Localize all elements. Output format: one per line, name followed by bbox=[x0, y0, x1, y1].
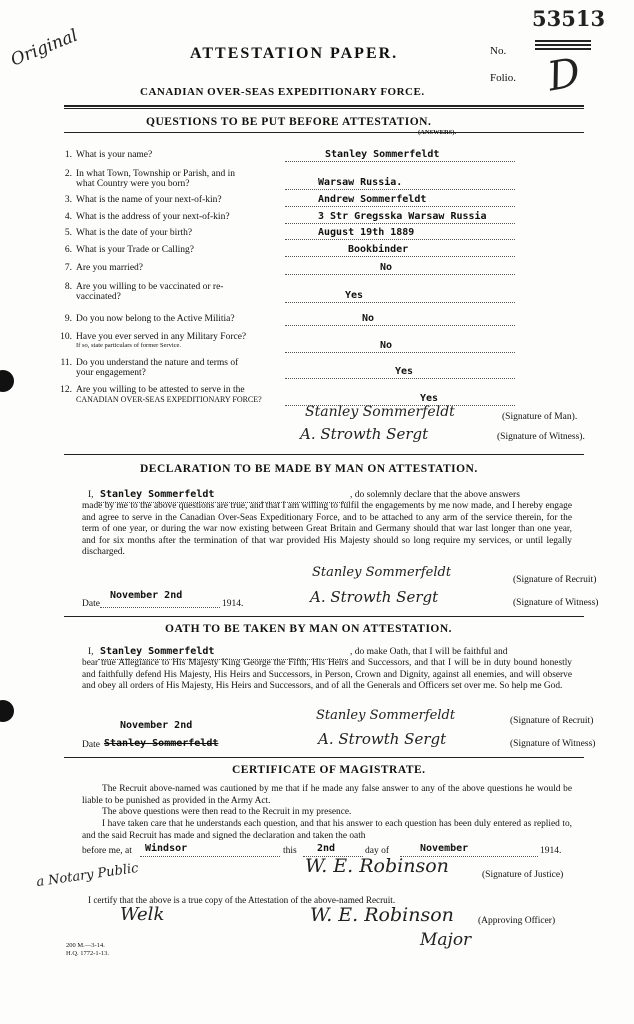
declaration-year: 1914. bbox=[222, 599, 244, 609]
struck-number bbox=[535, 40, 591, 50]
question-answer: Yes bbox=[420, 393, 439, 404]
handwritten-number: 53513 bbox=[532, 6, 606, 31]
question-text: What is the address of your next-of-kin? bbox=[76, 212, 230, 222]
oath-name: Stanley Sommerfeldt bbox=[100, 646, 215, 657]
handwritten-original: Original bbox=[8, 25, 81, 71]
declaration-recruit-label: (Signature of Recruit) bbox=[513, 575, 597, 585]
question-answer: Warsaw Russia. bbox=[318, 177, 403, 188]
question-number: 7. bbox=[64, 263, 72, 273]
oath-date: November 2nd bbox=[120, 720, 193, 731]
question-number: 4. bbox=[64, 212, 72, 222]
rule-declaration bbox=[64, 454, 584, 455]
declaration-heading: DECLARATION TO BE MADE BY MAN ON ATTESTATION. bbox=[140, 463, 478, 475]
form-code-2: H.Q. 1772-1-13. bbox=[66, 950, 109, 957]
oath-recruit-signature: Stanley Sommerfeldt bbox=[316, 708, 456, 723]
question-number: 9. bbox=[64, 314, 72, 324]
answer-line bbox=[285, 256, 515, 257]
question-number: 3. bbox=[64, 195, 72, 205]
rule-header-bottom bbox=[64, 108, 584, 109]
questions-heading: QUESTIONS TO BE PUT BEFORE ATTESTATION. bbox=[146, 116, 432, 128]
rule-header-top bbox=[64, 105, 584, 107]
oath-struck-name: Stanley Sommerfeldt bbox=[104, 738, 219, 749]
oath-recruit-label: (Signature of Recruit) bbox=[510, 716, 594, 726]
day-of-label: day of bbox=[365, 846, 390, 856]
before-me-label: before me, at bbox=[82, 846, 132, 856]
witness-signature-label: (Signature of Witness). bbox=[497, 432, 585, 442]
question-text-cont: vaccinated? bbox=[76, 292, 121, 302]
question-answer: Yes bbox=[345, 290, 364, 301]
declaration-date-label: Date bbox=[82, 599, 100, 609]
certificate-year: 1914. bbox=[540, 846, 562, 856]
question-text: What is the date of your birth? bbox=[76, 228, 193, 238]
man-signature-label: (Signature of Man). bbox=[502, 412, 578, 422]
certificate-caution: The Recruit above-named was cautioned by me that if he made any false answer to any of the above questions he would be liable to be punished as provided in the Army Act. bbox=[82, 784, 572, 806]
witness-signature: A. Strowth Sergt bbox=[300, 425, 429, 443]
question-text: What is your name? bbox=[76, 150, 153, 160]
question-answer: Andrew Sommerfeldt bbox=[318, 194, 427, 205]
declaration-date-line bbox=[100, 607, 220, 608]
declaration-date: November 2nd bbox=[110, 590, 183, 601]
certificate-month: November bbox=[420, 843, 469, 854]
question-text-cont: CANADIAN OVER-SEAS EXPEDITIONARY FORCE? bbox=[76, 395, 262, 404]
question-text: Do you understand the nature and terms of bbox=[76, 358, 239, 368]
certify-statement: I certify that the above is a true copy of the Attestation of the above-named Recruit. bbox=[88, 895, 396, 905]
page-title: ATTESTATION PAPER. bbox=[190, 45, 399, 62]
oath-heading: OATH TO BE TAKEN BY MAN ON ATTESTATION. bbox=[165, 623, 453, 635]
answer-line bbox=[285, 302, 515, 303]
declaration-witness-label: (Signature of Witness) bbox=[513, 598, 599, 608]
answer-line bbox=[285, 239, 515, 240]
question-text: Are you willing to be vaccinated or re- bbox=[76, 282, 224, 292]
question-number: 10. bbox=[60, 332, 72, 342]
question-answer: Bookbinder bbox=[348, 244, 409, 255]
declaration-opening: , do solemnly declare that the above answers bbox=[350, 490, 520, 500]
question-answer: Yes bbox=[395, 366, 414, 377]
justice-signature: W. E. Robinson bbox=[305, 855, 449, 877]
answer-line bbox=[285, 189, 515, 190]
question-text: What is your Trade or Calling? bbox=[76, 245, 194, 255]
form-code-1: 200 M.—3-14. bbox=[66, 942, 105, 949]
question-text: In what Town, Township or Parish, and in bbox=[76, 169, 236, 179]
question-text: Do you now belong to the Active Militia? bbox=[76, 314, 235, 324]
question-text-cont: your engagement? bbox=[76, 368, 146, 378]
answer-line bbox=[285, 325, 515, 326]
no-label: No. bbox=[490, 45, 507, 57]
officer-rank: Major bbox=[420, 930, 472, 950]
man-signature: Stanley Sommerfeldt bbox=[305, 404, 455, 420]
handwritten-folio: D bbox=[544, 49, 584, 101]
answer-line bbox=[285, 206, 515, 207]
question-number: 6. bbox=[64, 245, 72, 255]
answer-line bbox=[285, 161, 515, 162]
certificate-heading: CERTIFICATE OF MAGISTRATE. bbox=[232, 764, 426, 776]
question-text: Have you ever served in any Military Force? bbox=[76, 332, 247, 342]
question-text-cont: what Country were you born? bbox=[76, 179, 190, 189]
answer-line bbox=[285, 378, 515, 379]
question-text-cont: If so, state particulars of former Service. bbox=[76, 342, 182, 349]
question-number: 1. bbox=[64, 150, 72, 160]
question-text: Are you married? bbox=[76, 263, 143, 273]
question-text: What is the name of your next-of-kin? bbox=[76, 195, 222, 205]
punch-hole-bottom bbox=[0, 700, 14, 722]
question-number: 8. bbox=[64, 282, 72, 292]
officer-signature: W. E. Robinson bbox=[310, 904, 454, 926]
oath-opening: , do make Oath, that I will be faithful and bbox=[350, 647, 508, 657]
rule-certificate bbox=[64, 757, 584, 758]
oath-prefix: I, bbox=[88, 647, 94, 657]
answer-line bbox=[285, 352, 515, 353]
question-answer: No bbox=[380, 262, 393, 273]
page-subtitle: CANADIAN OVER-SEAS EXPEDITIONARY FORCE. bbox=[140, 86, 425, 98]
oath-witness-label: (Signature of Witness) bbox=[510, 739, 596, 749]
declaration-body: made by me to the above questions are true, and that I am willing to fulfil the engagements by me now made, and I hereby engage and agree to serve in the Canadian Over-Seas Expeditionary Force, and to be attached to any arm of the service therein, for the term of one year, or during the war now existing between Great Britain and Germany should that war last longer than one year, and for six months after the termination of that war provided His Majesty should so long require my services, or until legally discharged. bbox=[82, 501, 572, 558]
question-number: 5. bbox=[64, 228, 72, 238]
notary-note: a Notary Public bbox=[35, 860, 140, 891]
punch-hole-top bbox=[0, 370, 14, 392]
certificate-place: Windsor bbox=[145, 843, 188, 854]
question-number: 2. bbox=[64, 169, 72, 179]
question-answer: Stanley Sommerfeldt bbox=[325, 149, 440, 160]
oath-date-label: Date bbox=[82, 740, 100, 750]
question-answer: No bbox=[380, 340, 393, 351]
officer-signature-label: (Approving Officer) bbox=[478, 916, 556, 926]
certificate-care: I have taken care that he understands each question, and that his answer to each question has been duly entered as replied to, and the said Recruit has made and signed the declaration and taken the oath bbox=[82, 819, 572, 841]
question-answer: 3 Str Gregsska Warsaw Russia bbox=[318, 211, 487, 222]
folio-label: Folio. bbox=[490, 72, 516, 84]
certificate-day: 2nd bbox=[317, 843, 336, 854]
rule-oath bbox=[64, 616, 584, 617]
place-line bbox=[140, 856, 280, 857]
declaration-witness-signature: A. Strowth Sergt bbox=[310, 588, 439, 606]
question-number: 11. bbox=[60, 358, 72, 368]
declaration-name: Stanley Sommerfeldt bbox=[100, 489, 215, 500]
declaration-recruit-signature: Stanley Sommerfeldt bbox=[312, 565, 452, 580]
answers-label: (ANSWERS). bbox=[418, 129, 457, 136]
this-label: this bbox=[283, 846, 297, 856]
oath-witness-signature: A. Strowth Sergt bbox=[318, 730, 447, 748]
oath-body: bear true Allegiance to His Majesty King George the Fifth, His Heirs and Successors, and that I will be in duty bound honestly and faithfully defend His Majesty, His Heirs and Successors, in Person, Crown and Dignity, against all enemies, and will observe and obey all orders of His Majesty, His Heirs and Successors, and of all the Generals and Officers set over me. So help me God. bbox=[82, 658, 572, 692]
certificate-read: The above questions were then read to the Recruit in my presence. bbox=[102, 807, 352, 817]
question-answer: No bbox=[362, 313, 375, 324]
answer-line bbox=[285, 223, 515, 224]
justice-signature-label: (Signature of Justice) bbox=[482, 870, 564, 880]
answer-line bbox=[285, 274, 515, 275]
question-answer: August 19th 1889 bbox=[318, 227, 415, 238]
initials-signature: Welk bbox=[120, 904, 165, 925]
declaration-prefix: I, bbox=[88, 490, 94, 500]
question-number: 12. bbox=[60, 385, 72, 395]
rule-questions bbox=[64, 132, 584, 133]
question-text: Are you willing to be attested to serve in the bbox=[76, 385, 245, 395]
